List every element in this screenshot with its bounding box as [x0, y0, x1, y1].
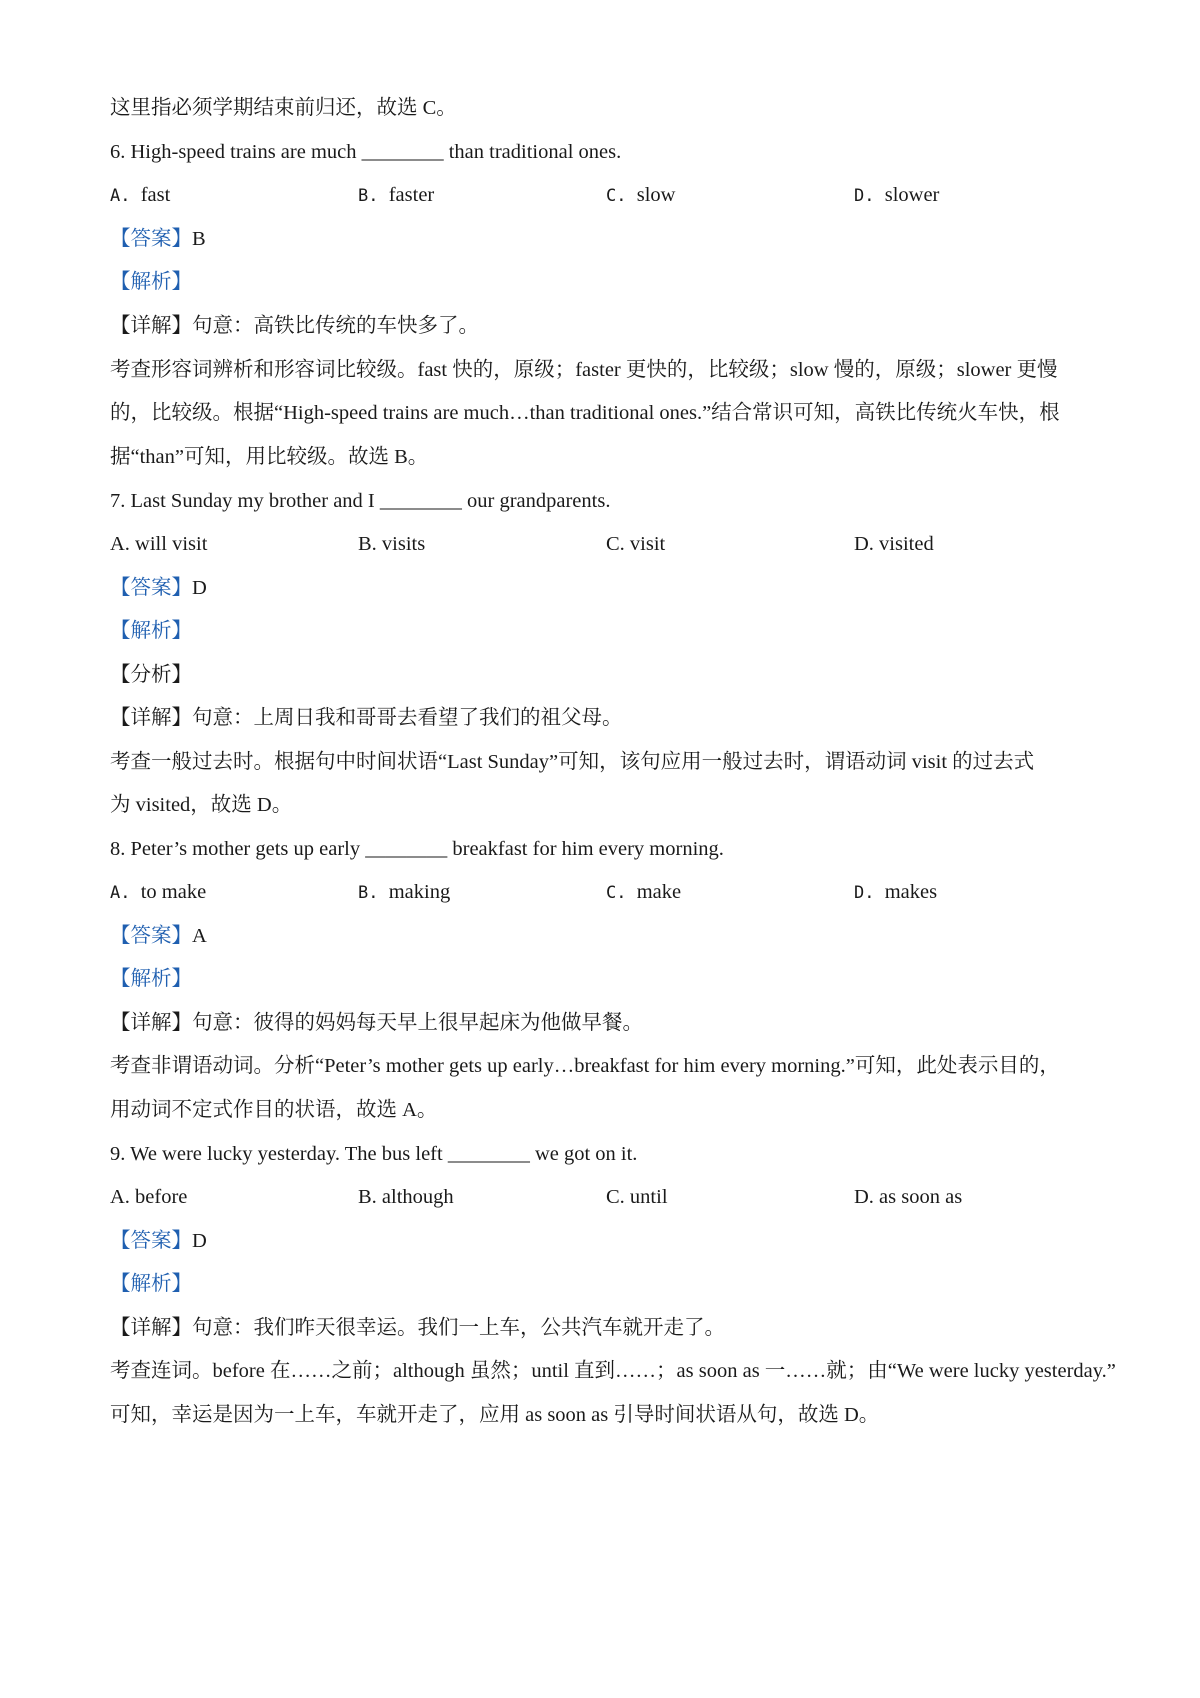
- explanation-6-line2: 的，比较级。根据“High-speed trains are much…than traditional ones.”结合常识可知，高铁比传统火车快，根: [110, 402, 1060, 424]
- option-b: B. making: [358, 881, 451, 903]
- question-6: 6. High-speed trains are much ________ than traditional ones.: [110, 141, 622, 163]
- option-d: D. as soon as: [854, 1186, 963, 1208]
- detail-8: 【详解】句意：彼得的妈妈每天早上很早起床为他做早餐。: [110, 1012, 643, 1034]
- explanation-6-line3: 据“than”可知，用比较级。故选 B。: [110, 446, 429, 468]
- question-7: 7. Last Sunday my brother and I ________ our grandparents.: [110, 490, 611, 512]
- explanation-7-line2: 为 visited，故选 D。: [110, 794, 293, 816]
- fenxi-tag: 【分析】: [110, 664, 192, 686]
- option-d: D. slower: [854, 184, 940, 206]
- question-9: 9. We were lucky yesterday. The bus left ________ we got on it.: [110, 1143, 638, 1165]
- explanation-9-line1: 考查连词。before 在……之前；although 虽然；until 直到……；as soon as 一……就；由“We were lucky yesterday.”: [110, 1360, 1116, 1382]
- answer-7: 【答案】D: [110, 577, 207, 599]
- option-c: C. until: [606, 1186, 668, 1208]
- fenxi-7: [110, 661, 1100, 689]
- option-a: A. to make: [110, 881, 207, 903]
- detail-9: 【详解】句意：我们昨天很幸运。我们一上车，公共汽车就开走了。: [110, 1317, 725, 1339]
- answer-tag: 【答案】: [110, 577, 192, 599]
- option-b: B. visits: [358, 533, 426, 555]
- answer-tag: 【答案】: [110, 228, 192, 250]
- option-d: D. visited: [854, 533, 934, 555]
- option-a: A. will visit: [110, 533, 208, 555]
- analysis-8: [110, 965, 1100, 993]
- answer-8: 【答案】A: [110, 925, 207, 947]
- explanation-8-line2: 用动词不定式作目的状语，故选 A。: [110, 1099, 438, 1121]
- analysis-tag: 【解析】: [110, 271, 192, 293]
- question-8: 8. Peter’s mother gets up early ________ breakfast for him every morning.: [110, 838, 724, 860]
- answer-6: 【答案】B: [110, 228, 206, 250]
- answer-tag: 【答案】: [110, 925, 192, 947]
- explanation-7-line1: 考查一般过去时。根据句中时间状语“Last Sunday”可知，该句应用一般过去时，谓语动词 visit 的过去式: [110, 751, 1035, 773]
- option-c: C. visit: [606, 533, 666, 555]
- detail-tag: 【详解】: [110, 315, 192, 337]
- analysis-tag: 【解析】: [110, 620, 192, 642]
- detail-tag: 【详解】: [110, 1012, 192, 1034]
- analysis-9: [110, 1270, 1100, 1298]
- explanation-6-line1: 考查形容词辨析和形容词比较级。fast 快的，原级；faster 更快的，比较级；slow 慢的，原级；slower 更慢: [110, 359, 1058, 381]
- detail-tag: 【详解】: [110, 707, 192, 729]
- option-a: A. before: [110, 1186, 188, 1208]
- explanation-9-line2: 可知，幸运是因为一上车，车就开走了，应用 as soon as 引导时间状语从句，故选 D。: [110, 1404, 880, 1426]
- analysis-7: [110, 617, 1100, 645]
- explanation-8-line1: 考查非谓语动词。分析“Peter’s mother gets up early…breakfast for him every morning.”可知，此处表示目的，: [110, 1055, 1060, 1077]
- detail-tag: 【详解】: [110, 1317, 192, 1339]
- option-d: D. makes: [854, 881, 938, 903]
- detail-7: 【详解】句意：上周日我和哥哥去看望了我们的祖父母。: [110, 707, 623, 729]
- answer-9: 【答案】D: [110, 1230, 207, 1252]
- option-c: C. slow: [606, 184, 676, 206]
- prev-conclusion: 这里指必须学期结束前归还，故选 C。: [110, 97, 457, 119]
- option-a: A. fast: [110, 184, 171, 206]
- option-b: B. although: [358, 1186, 454, 1208]
- option-b: B. faster: [358, 184, 435, 206]
- answer-tag: 【答案】: [110, 1230, 192, 1252]
- analysis-tag: 【解析】: [110, 1273, 192, 1295]
- detail-6: 【详解】句意：高铁比传统的车快多了。: [110, 315, 479, 337]
- analysis-6: [110, 268, 1100, 296]
- analysis-tag: 【解析】: [110, 968, 192, 990]
- option-c: C. make: [606, 881, 682, 903]
